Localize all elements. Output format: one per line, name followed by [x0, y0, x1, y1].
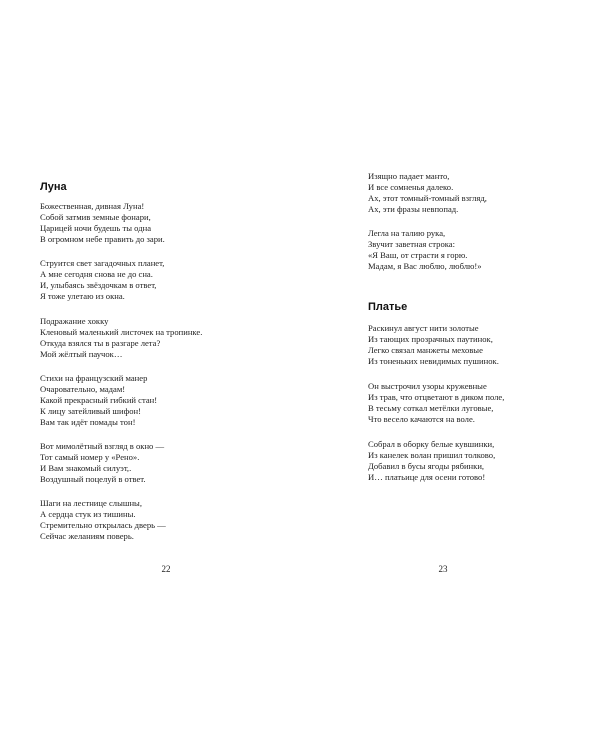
poem-title-luna: Луна: [40, 181, 67, 193]
stanza: [40, 441, 164, 485]
verse-line: Мадам, я Вас люблю, люблю!»: [368, 261, 482, 271]
verse-line: Добавил в бусы ягоды рябинки,: [368, 461, 485, 471]
verse-line: Воздушный поцелуй в ответ.: [40, 474, 146, 484]
verse-line: Кленовый маленький листочек на тропинке.: [40, 327, 203, 337]
right-page: [300, 0, 600, 750]
verse-line: Я тоже улетаю из окна.: [40, 291, 125, 301]
verse-line: Мой жёлтый паучок…: [40, 349, 123, 359]
verse-line: Откуда взялся ты в разгаре лета?: [40, 338, 161, 348]
page-number: 23: [438, 564, 448, 574]
verse-line: Легко связал манжеты меховые: [368, 345, 483, 355]
stanza: [40, 201, 165, 245]
verse-line: И все сомненья далеко.: [368, 182, 454, 192]
verse-line: Какой прекрасный гибкий стан!: [40, 395, 158, 405]
verse-line: Струится свет загадочных планет,: [40, 258, 165, 268]
verse-line: Изящно падает манто,: [368, 171, 450, 181]
verse-line: Ах, этот томный-томный взгляд,: [368, 193, 487, 203]
verse-line: Ах, эти фразы невпопад.: [368, 204, 459, 214]
verse-line: Вам так идёт помады тон!: [40, 417, 136, 427]
verse-line: Стремительно открылась дверь —: [40, 520, 166, 530]
stanza: [368, 439, 495, 483]
verse-line: «Я Ваш, от страсти я горю.: [368, 250, 468, 260]
page-number: 22: [161, 564, 171, 574]
verse-line: Стихи на французский манер: [40, 373, 148, 383]
verse-line: Подражание хокку: [40, 316, 109, 326]
stanza: [368, 381, 504, 425]
verse-line: И Вам знакомый силуэт,.: [40, 463, 132, 473]
verse-line: Тот самый номер у «Рено».: [40, 452, 140, 462]
verse-line: И, улыбаясь звёздочкам в ответ,: [40, 280, 157, 290]
verse-line: Легла на талию рука,: [368, 228, 446, 238]
stanza: [40, 498, 166, 542]
verse-line: Раскинул август нити золотые: [368, 323, 479, 333]
verse-line: Очаровательно, мадам!: [40, 384, 126, 394]
verse-line: Сейчас желаниям поверь.: [40, 531, 134, 541]
stanza: [368, 228, 482, 272]
verse-line: Шаги на лестнице слышны,: [40, 498, 142, 508]
stanza: [40, 258, 164, 302]
verse-line: Из канелек волан пришил толково,: [368, 450, 496, 460]
poem-title-platye: Платье: [368, 301, 408, 313]
verse-line: Что весело качаются на воле.: [368, 414, 475, 424]
verse-line: Собрал в оборку белые кувшинки,: [368, 439, 495, 449]
verse-line: Вот мимолётный взгляд в окно —: [40, 441, 165, 451]
verse-line: Звучит заветная строка:: [368, 239, 456, 249]
verse-line: В огромном небе править до зари.: [40, 234, 165, 244]
verse-line: Божественная, дивная Луна!: [40, 201, 145, 211]
verse-line: И… платьице для осени готово!: [368, 472, 486, 482]
stanza: [368, 323, 499, 367]
verse-line: В тесьму соткал метёлки луговые,: [368, 403, 494, 413]
verse-line: К лицу затейливый шифон!: [40, 406, 141, 416]
stanza: [40, 373, 157, 428]
verse-line: А мне сегодня снова не до сна.: [40, 269, 153, 279]
stanza: [40, 316, 202, 360]
stanza: [368, 171, 487, 215]
verse-line: Из трав, что отцветают в диком поле,: [368, 392, 505, 402]
verse-line: Царицей ночи будешь ты одна: [40, 223, 152, 233]
verse-line: А сердца стук из тишины.: [40, 509, 136, 519]
verse-line: Собой затмив земные фонари,: [40, 212, 151, 222]
verse-line: Он выстрочил узоры кружевные: [368, 381, 487, 391]
verse-line: Из тающих прозрачных паутинок,: [368, 334, 493, 344]
verse-line: Из тоненьких невидимых пушинок.: [368, 356, 499, 366]
